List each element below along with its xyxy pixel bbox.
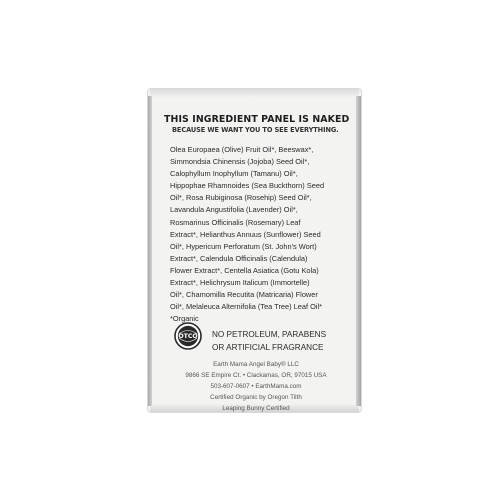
ingredient-line: Hippophae Rhamnoides (Sea Buckthorn) Seed — [170, 181, 325, 191]
ingredient-line: Oil*, Rosa Rubiginosa (Rosehip) Seed Oil*, — [170, 193, 312, 203]
claim-line: NO PETROLEUM, PARABENS — [212, 330, 327, 339]
ingredient-list — [170, 144, 360, 325]
ingredient-line: Simmondsia Chinensis (Jojoba) Seed Oil*, — [170, 157, 310, 167]
otco-certified-organic-seal-icon — [174, 322, 202, 350]
organic-certification: Certified Organic by Oregon Tilth — [210, 394, 302, 401]
ingredient-line: Oil*, Chamomilla Recutita (Matricaria) Flower — [170, 290, 318, 300]
ingredient-line: Olea Europaea (Olive) Fruit Oil*, Beeswax*, — [170, 145, 314, 154]
organic-footnote: *Organic — [170, 314, 199, 324]
ingredient-line: Calophyllum Inophyllum (Tamanu) Oil*, — [170, 169, 298, 179]
leaping-bunny-certification: Leaping Bunny Certified — [222, 405, 290, 412]
ingredient-line: Flower Extract*, Centella Asiatica (Gotu Kola) — [170, 265, 319, 275]
free-from-claims — [212, 329, 352, 354]
ingredient-line: Oil*, Hypericum Perforatum (St. John's Wort) — [170, 241, 317, 251]
ingredient-line: Extract*, Helichrysum Italicum (Immortelle) — [170, 278, 310, 288]
ingredient-line: Extract*, Helianthus Annuus (Sunflower) Seed — [170, 229, 321, 239]
ingredient-line: Lavandula Angustifolia (Lavender) Oil*, — [170, 205, 298, 215]
ingredient-line: Oil*, Melaleuca Alternifolia (Tea Tree) Leaf Oil* — [170, 302, 322, 312]
claim-line: OR ARTIFICIAL FRAGRANCE — [212, 342, 324, 352]
ingredient-line: Rosmarinus Officinalis (Rosemary) Leaf — [170, 217, 301, 227]
company-info — [168, 359, 344, 414]
company-address: 9866 SE Empire Ct. • Clackamas, OR, 97015 USA — [185, 372, 327, 379]
company-name: Earth Mama Angel Baby® LLC — [213, 361, 299, 368]
box-left-edge — [148, 96, 152, 406]
ingredient-line: Extract*, Calendula Officinalis (Calendula) — [170, 253, 308, 263]
box-top-edge — [150, 89, 359, 97]
otco-seal-text: OTCO — [178, 333, 198, 341]
panel-headline: THIS INGREDIENT PANEL IS NAKED — [164, 114, 350, 125]
panel-subhead: BECAUSE WE WANT YOU TO SEE EVERYTHING. — [172, 126, 339, 134]
company-contact: 503-607-0607 • EarthMama.com — [210, 383, 302, 390]
